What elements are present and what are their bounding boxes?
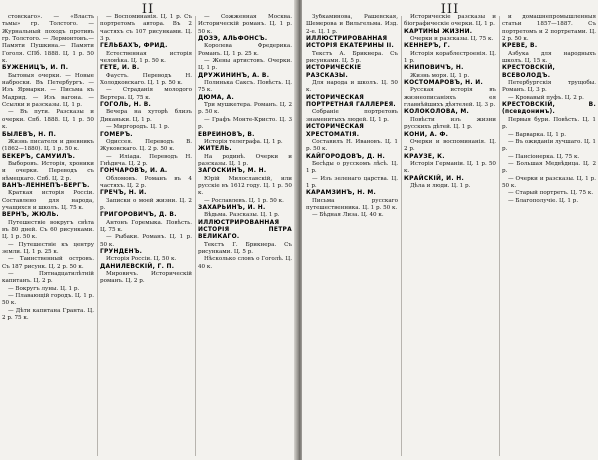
entry-author-heading: КОЛОКОЛОВА, М. [404, 109, 470, 116]
entry-author-heading: ДАНИЛЕВСКІЙ, Г. П. [100, 263, 175, 270]
entry-author-heading: ЕВРЕИНОВЪ, В. [198, 131, 255, 138]
entry-text: — Пятнадцатилѣтній капитанъ. Ц. 2 р. [2, 271, 94, 285]
entry-text: — Вокругъ луны. Ц. 1 р. [8, 285, 80, 292]
right-page-number: III [440, 2, 460, 17]
entry-text: — Миргородъ. Ц. 1 р. [106, 124, 170, 131]
entry-author-heading: ВАНЪ-ЛЕННЕПЪ-БЕРГЪ. [2, 182, 90, 189]
entry-author-heading: КОСТОМАРОВЪ, Н. И. [404, 80, 484, 87]
entry-text: Текстъ А. Брикнера. Съ рисунками. Ц. 5 р. [306, 50, 398, 65]
entry-text: Королева Фредерика. Романъ. Ц. 1 р. 25 к. [198, 43, 292, 57]
entry-author-heading: КНИПОВИЧЪ, Н. [404, 65, 464, 72]
entry-author-heading: ГРЕЧЪ, Н. И. [100, 190, 147, 197]
entry-author-heading: КРАУЗЕ, К. [404, 153, 445, 160]
entry-author-heading: КАРТИНЫ ЖИЗНИ. [404, 28, 473, 35]
entry-text: — Рыбаки. Романъ. Ц. 1 р. 50 к. [100, 234, 192, 248]
left-page-number: II [141, 2, 155, 17]
entry-text: — Въ ожиданіи лучшаго. Ц. 1 р. [502, 138, 596, 153]
entry-author-heading: ЖИТЕЛЬ. [198, 146, 232, 153]
entry-text: Бытовыя очерки. — Новые наброски. Въ Петербургъ. — Изъ Ярмарки. — Письма къ Мадрид. — Изъ вагона. — Ссылки и разсказы. Ц. 1 р. [2, 72, 94, 109]
entry-text: Путешествіе вокругъ свѣта въ 80 дней. Съ 60 рисунками. Ц. 1 р. 50 к. [2, 219, 94, 241]
entry-text: Исторія кораблестроенія. Ц. 1 р. [404, 50, 496, 65]
entry-text: — Рославлевъ. Ц. 1 р. 50 к. [204, 197, 284, 204]
column-divider [195, 16, 196, 456]
entry-text: Обломовъ. Романъ въ 4 частяхъ. Ц. 2 р. [100, 175, 192, 189]
entry-text: Краткая исторія Россіи. Составлено для народа, учащихся и школъ. Ц. 75 к. [2, 190, 94, 211]
entry-author-heading: КОНИ, А. Ф. [404, 131, 449, 138]
entry-author-heading: КЕННЕРЪ, Г. [404, 43, 451, 50]
entry-text: — Воспоминанія. Ц. 1 р. Съ портретомъ автора. Въ 2 частяхъ съ 107 рисунками. Ц. 3 р. [100, 14, 192, 43]
left-page [0, 0, 296, 460]
entry-text: Азбука для народныхъ школъ. Ц. 15 к. [502, 50, 596, 65]
left-column-2 [100, 14, 192, 460]
entry-author-heading: ДОЗЭ, АЛЬФОНСЪ. [198, 36, 268, 43]
entry-text: Русская исторія въ жизнеописаніяхъ ея главнѣйшихъ дѣятелей. Ц. 3 р. [404, 87, 496, 109]
entry-text: Жизнь моря. Ц. 1 р. [410, 72, 470, 79]
entry-author-heading: ИСТОРИЧЕСКАЯ ПОРТРЕТНАЯ ГАЛЛЕРЕЯ. [306, 94, 396, 109]
entry-text: Зубкаминова, Рашевская, Шемерова и Вильгельма. Изд. 2-е. Ц. 1 р. [306, 14, 398, 35]
entry-text: Бесѣды о русскомъ лѣсѣ. Ц. 1 р. [306, 160, 398, 175]
column-divider [401, 16, 402, 456]
entry-text: Естественная исторія человѣка. Ц. 1 р. 50 к. [100, 50, 192, 65]
entry-text: — Большая Медвѣдица. Ц. 2 р. [502, 160, 596, 175]
entry-text: и домашнепромышленныя статьи 1857—1887. Съ портретомъ и 2 портретами. Ц. 2 р. 50 к. [502, 14, 596, 43]
entry-author-heading: ГОНЧАРОВЪ, И. А. [100, 168, 168, 175]
entry-author-heading: КРАЙСКІЙ, И. Н. [404, 175, 465, 182]
entry-author-heading: ГРУНДЕНЪ. [100, 249, 143, 255]
entry-text: Исторія Германіи. Ц. 1 р. 50 к. [404, 160, 496, 175]
entry-author-heading: ГОГОЛЬ, Н. В. [100, 102, 152, 109]
entry-author-heading: КРЕСТОВСКІЙ, ВСЕВОЛОДЪ. [502, 65, 556, 79]
entry-text: — Страданія молодого Вертера. Ц. 75 к. [100, 87, 192, 101]
entry-text: Исторія телеграфа. Ц. 1 р. [204, 138, 283, 145]
entry-text: — Старый портретъ. Ц. 75 к. [508, 190, 594, 197]
entry-text: Составилъ Н. Ивановъ. Ц. 1 р. 50 к. [306, 138, 398, 153]
right-column-3 [502, 14, 596, 460]
entry-author-heading: КАРАМЗИНЪ, Н. М. [306, 190, 377, 197]
entry-text: — Кровавый пуфъ. Ц. 2 р. [508, 94, 584, 101]
entry-text: Первыя бури. Повѣсть. Ц. 1 р. [502, 116, 596, 131]
entry-text: Мировичъ. Историческій романъ. Ц. 2 р. [100, 271, 192, 285]
entry-text: Дѣла и люди. Ц. 1 р. [410, 182, 471, 189]
entry-author-heading: ГЕЛЬБАХЪ, ФРИД. [100, 43, 168, 50]
right-column-2 [404, 14, 496, 460]
entry-text: — Благополучіе. Ц. 1 р. [508, 197, 579, 204]
entry-text: — Изъ зеленаго царства. Ц. 1 р. [306, 175, 398, 189]
entry-author-heading: ЗАХАРЬИНЪ, И. Н. [198, 204, 266, 211]
entry-author-heading: КАЙГОРОДОВЪ, Д. Н. [306, 153, 386, 160]
entry-author-heading: ИЛЛЮСТРИРОВАННАЯ ИСТОРІЯ ЕКАТЕРИНЫ II. [306, 36, 395, 50]
entry-text: — Плавающій городъ. Ц. 1 р. 50 к. [2, 293, 94, 307]
entry-text: — Очерки и разсказы. Ц. 1 р. 50 к. [502, 175, 596, 189]
entry-text: Антонъ Горемыка. Повѣсть. Ц. 75 к. [100, 219, 192, 233]
entry-text: — Иліада. Переводъ Н. Гнѣдича. Ц. 2 р. [100, 153, 192, 167]
entry-author-heading: БЫЛЕВЪ, Н. П. [2, 131, 57, 138]
entry-author-heading: ДРУЖИНИНЪ, А. В. [198, 72, 270, 79]
entry-text: На родинѣ. Очерки и разсказы. Ц. 1 р. [198, 153, 292, 167]
entry-text: — Жены артистовъ. Очерки. Ц. 1 р. [198, 58, 292, 72]
entry-author-heading: ГЕТЕ, И. В. [100, 65, 140, 72]
entry-text: Очерки и разсказы. Ц. 75 к. [410, 36, 494, 43]
entry-text: Жизнь писателя и дневникъ (1862—1880). Ц. 1 р. 50 к. [2, 138, 94, 153]
entry-text: Повѣсти изъ жизни русскихъ дѣтей. Ц. 1 р. [404, 116, 496, 131]
entry-text: Вѣдьма. Разсказы. Ц. 1 р. [204, 212, 280, 219]
entry-author-heading: ДЮМА, А. [198, 94, 235, 101]
entry-text: Нѣсколько словъ о Гоголѣ. Ц. 40 к. [198, 256, 292, 270]
entry-text: Полинька Саксъ. Повѣсть. Ц. 75 к. [198, 80, 292, 94]
entry-text: — Въ пути. Разсказы и очерки. Спб. 1888. Ц. 1 р. 50 к. [2, 109, 94, 131]
entry-text: Петербургскія трущобы. Романъ. Ц. 3 р. [502, 80, 596, 94]
entry-text: — Дѣти капитана Гранта. Ц. 2 р. 75 к. [2, 307, 94, 322]
entry-text: Одиссея. Переводъ В. Жуковскаго. Ц. 2 р. 50 к. [100, 138, 192, 153]
entry-text: Собраніе портретовъ знаменитыхъ людей. Ц. 1 р. [306, 109, 398, 123]
entry-author-heading: ИЛЛЮСТРИРОВАННАЯ ИСТОРІЯ ПЕТРА ВЕЛИКАГО. [198, 219, 292, 241]
entry-text: Выборовъ. Исторія, хроники и очерки. Переводъ съ нѣмецкаго. Спб. Ц. 2 р. [2, 160, 94, 182]
entry-text: — Графъ Монте-Кристо. Ц. 3 р. [198, 116, 292, 131]
entry-text: Записки о моей жизни. Ц. 2 р. [100, 197, 192, 211]
entry-text: стовскаго». — «Власть тьмы» гр. Толстого. — Журнальный походъ противъ гр. Толстого. — Лермонтовъ.— Памяти Пушкина.— Памяти Гоголя. СПб. 1888. Ц. 1 р. 50 к. [2, 14, 94, 65]
left-column-1 [2, 14, 94, 460]
entry-author-heading: ИСТОРИЧЕСКІЕ РАЗСКАЗЫ. [306, 65, 362, 79]
entry-text: — Бѣдная Лиза. Ц. 40 к. [312, 212, 384, 219]
entry-text: Три мушкетера. Романъ. Ц. 2 р. 50 к. [198, 102, 292, 116]
entry-text: Исторія Россіи. Ц. 50 к. [106, 256, 177, 263]
entry-author-heading: БЕКЕРЪ, САМУИЛЪ. [2, 153, 76, 160]
entry-text: — Варварка. Ц. 1 р. [508, 131, 566, 138]
entry-author-heading: БУЖЕНИЦЪ, И. П. [2, 65, 69, 72]
entry-text: Письма русскаго путешественника. Ц. 1 р. 50 к. [306, 197, 398, 211]
entry-author-heading: ВЕРНЪ, ЖЮЛЬ. [2, 212, 59, 219]
entry-text: — Пансіонерка. Ц. 75 к. [508, 153, 580, 160]
entry-text: Для народа и школъ. Ц. 50 к. [306, 80, 398, 94]
right-page [302, 0, 598, 460]
column-divider [499, 16, 500, 456]
entry-text: Очерки и воспоминанія. Ц. 2 р. [404, 138, 496, 153]
entry-text: Историческіе разсказы и біографическіе очерки. Ц. 1 р. [404, 14, 496, 28]
left-column-3 [198, 14, 292, 460]
entry-text: Вечера на хуторѣ близъ Диканьки. Ц. 1 р. [100, 109, 192, 123]
entry-text: — Сожженная Москва. Историческій романъ. Ц. 1 р. 50 к. [198, 14, 292, 35]
entry-author-heading: ЗАГОСКИНЪ, М. Н. [198, 168, 267, 175]
entry-author-heading: КРЕСТОВСКІЙ, В. (псевдонимъ). [502, 102, 596, 116]
entry-text: — Таинственный островъ. Съ 187 рисунк. Ц. 2 р. 50 к. [2, 256, 94, 270]
column-divider [97, 16, 98, 456]
entry-text: Юрій Милославскій, или русскіе въ 1612 году. Ц. 1 р. 50 к. [198, 175, 292, 197]
entry-text: Фаустъ. Переводъ Н. Холодковскаго. Ц. 1 р. 50 к. [100, 72, 192, 87]
entry-author-heading: ГОМЕРЪ. [100, 131, 133, 138]
entry-text: — Путешествіе къ центру земли. Ц. 1 р. 25 к. [2, 241, 94, 255]
entry-author-heading: КРЕВЕ, В. [502, 43, 538, 50]
entry-author-heading: ГРИГОРОВИЧЪ, Д. В. [100, 212, 177, 219]
entry-text: Текстъ Г. Брикнера. Съ рисунками. Ц. 5 р. [198, 241, 292, 255]
right-column-1 [306, 14, 398, 460]
entry-author-heading: ИСТОРИЧЕСКАЯ ХРЕСТОМАТІЯ. [306, 124, 365, 138]
